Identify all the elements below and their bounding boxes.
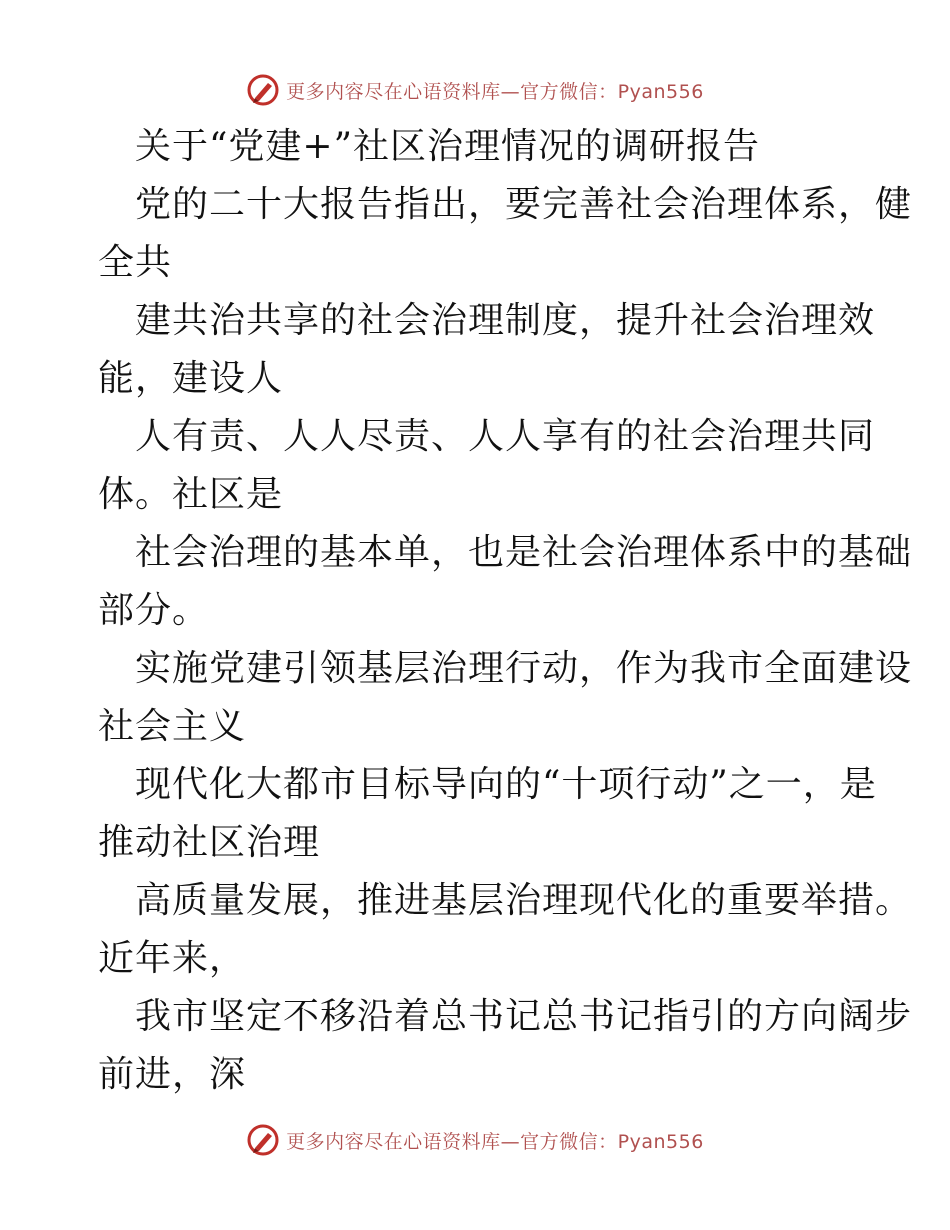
document-title: 关于“党建+”社区治理情况的调研报告 (135, 126, 760, 167)
text-line: 现代化大都市目标导向的“十项行动”之一，是 (135, 764, 877, 805)
text-line: 党的二十大报告指出，要完善社会治理体系，健 (135, 184, 913, 225)
text-line: 全共 (98, 242, 173, 283)
text-line: 人有责、人人尽责、人人享有的社会治理共同 (135, 416, 876, 457)
pen-logo-icon (246, 73, 280, 107)
watermark-banner-bottom (0, 1120, 950, 1160)
text-line: 近年来， (98, 938, 247, 979)
document-body (98, 118, 913, 1104)
text-line: 社会主义 (98, 706, 247, 747)
text-line: 建共治共享的社会治理制度，提升社会治理效 (135, 300, 876, 341)
pen-logo-icon (246, 1123, 280, 1157)
watermark-banner-top (0, 70, 950, 110)
text-line: 部分。 (98, 590, 210, 631)
text-line: 社会治理的基本单，也是社会治理体系中的基础 (135, 532, 913, 573)
text-line: 我市坚定不移沿着总书记总书记指引的方向阔步 (135, 996, 913, 1037)
watermark-text: 更多内容尽在心语资料库—官方微信：Pyan556 (286, 80, 704, 103)
text-line: 能，建设人 (98, 358, 284, 399)
text-line: 实施党建引领基层治理行动，作为我市全面建设 (135, 648, 913, 689)
watermark-text: 更多内容尽在心语资料库—官方微信：Pyan556 (286, 1130, 704, 1153)
text-line: 前进，深 (98, 1054, 247, 1095)
text-line: 高质量发展，推进基层治理现代化的重要举措。 (135, 880, 913, 921)
text-line: 体。社区是 (98, 474, 284, 515)
text-line: 推动社区治理 (98, 822, 321, 863)
